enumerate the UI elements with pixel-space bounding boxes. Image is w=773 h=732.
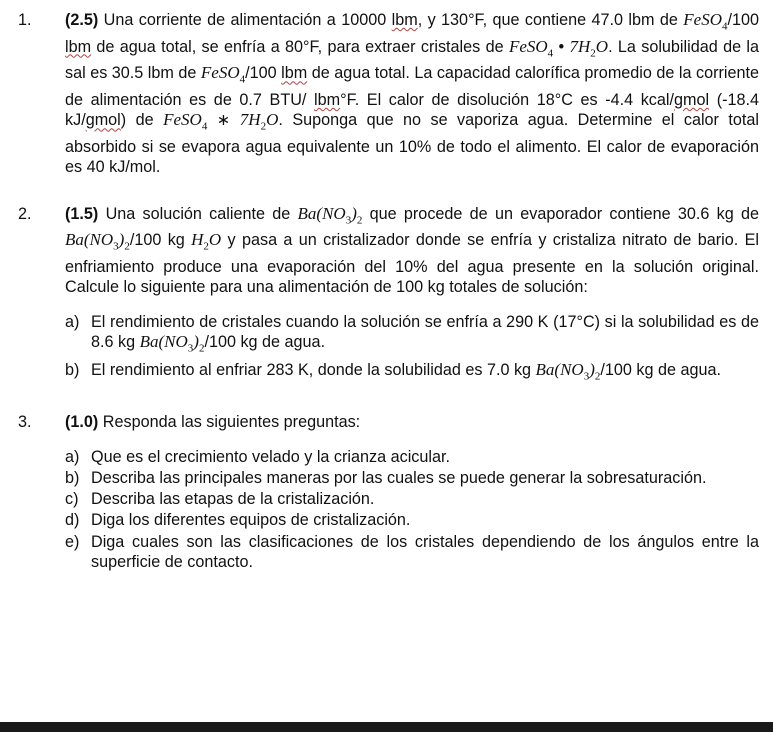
formula-subscript: 4 <box>239 73 246 86</box>
formula <box>200 63 246 86</box>
sub-question-letter: e) <box>65 532 80 551</box>
problem-number: 1. <box>18 11 32 29</box>
formula-subscript: 3 <box>583 369 590 382</box>
formula-part: ) <box>589 359 595 379</box>
text-fragment: Una corriente de alimentación a 10000 <box>98 11 392 29</box>
formula-part: 7H <box>239 110 261 130</box>
formula-subscript: 4 <box>547 47 554 60</box>
text-fragment: /100 kg de agua. <box>204 332 326 351</box>
text-fragment: . Suponga que no se vaporiza agua. Determine el calor total absorbido si se evapora agua equivalente un 10% de todo el alimento. El calor de evaporación es 40 kJ/mol. <box>65 111 759 177</box>
sub-question-letter: d) <box>65 511 80 530</box>
formula <box>65 230 130 253</box>
text-fragment: °F. El calor de disolución 18°C es -4.4 kcal/ <box>340 91 674 110</box>
formula-subscript: 3 <box>113 240 119 253</box>
formula-part: Ba(NO <box>139 331 188 351</box>
problem-number: 2. <box>18 204 32 223</box>
text-fragment: . La solubilidad de la sal es 30.5 lbm de <box>65 37 760 83</box>
formula <box>139 331 205 355</box>
problem-points: (1.0) <box>65 413 99 432</box>
formula-subscript: 2 <box>356 214 363 227</box>
text-fragment: /100 kg <box>129 231 192 250</box>
sub-question-text: Describa las principales maneras por las cuales se puede generar la sobresaturación. <box>91 468 707 487</box>
text-fragment: El rendimiento de cristales cuando la solución se enfría a 290 K (17°C) si la solubilidad es de 8.6 kg <box>91 312 759 351</box>
sub-question-text: Que es el crecimiento velado y la crianza acicular. <box>91 447 450 466</box>
formula <box>191 230 222 253</box>
formula-part: O <box>266 110 279 130</box>
sub-question-letter: a) <box>65 447 80 466</box>
formula-part: FeSO <box>200 63 240 83</box>
text-fragment: /100 kg de agua. <box>600 360 721 379</box>
sub-question-letter: a) <box>65 312 80 331</box>
formula-subscript: 2 <box>594 369 601 382</box>
sub-question-text: Describa las etapas de la cristalización. <box>91 490 375 509</box>
text-fragment: /100 <box>245 64 282 83</box>
sub-question-list <box>65 447 759 573</box>
text-fragment: y pasa a un cristalizador donde se enfría y cristaliza nitrato de bario. El enfriamiento produce una evaporación del 10% del agua presente en la solución original. Calcule lo siguiente para una alimentación de 100 kg totales de solución: <box>65 231 759 297</box>
sub-question <box>65 489 759 509</box>
formula-part: FeSO <box>683 10 722 29</box>
formula-part: ) <box>193 331 199 351</box>
formula-part: H <box>191 230 204 250</box>
formula-subscript: 2 <box>124 240 130 253</box>
sub-question <box>65 510 759 530</box>
formula-part: ) <box>351 203 357 223</box>
formula-part: Ba(NO <box>65 230 114 250</box>
sub-question-text: Diga cuales son las clasificaciones de los cristales dependiendo de los ángulos entre la superficie de contacto. <box>91 532 759 572</box>
formula-subscript: 2 <box>260 120 267 133</box>
formula <box>508 36 554 60</box>
problem-2 <box>18 204 759 387</box>
sub-question-list <box>65 312 759 387</box>
spellcheck-word: gmol <box>85 111 121 130</box>
problem-statement <box>65 204 759 298</box>
formula-part: Ba(NO <box>535 359 584 379</box>
text-fragment: de agua total. La capacidad calorífica promedio de la corriente de alimentación es de 0.7 BTU/ <box>65 64 759 110</box>
formula <box>535 359 601 382</box>
formula <box>239 110 279 133</box>
bottom-edge-bar <box>0 722 773 732</box>
formula-subscript: 4 <box>201 120 208 133</box>
sub-question <box>65 447 759 467</box>
text-fragment: • <box>553 37 570 56</box>
spellcheck-word: lbm <box>65 37 92 56</box>
spellcheck-word: lbm <box>391 11 418 29</box>
text-fragment: El rendimiento al enfriar 283 K, donde la solubilidad es 7.0 kg <box>91 360 536 379</box>
formula <box>163 110 208 133</box>
problem-statement <box>65 412 759 432</box>
text-fragment: ∗ <box>207 111 240 130</box>
sub-question-letter: b) <box>65 468 80 487</box>
sub-question <box>65 468 759 488</box>
formula <box>569 36 609 60</box>
text-fragment: ) de <box>120 111 164 130</box>
text-fragment: de agua total, se enfría a 80°F, para extraer cristales de <box>91 37 509 56</box>
sub-question <box>65 360 759 387</box>
formula-subscript: 4 <box>721 20 728 33</box>
text-fragment: /100 <box>727 11 759 29</box>
formula-part: O <box>208 230 222 250</box>
formula-part: FeSO <box>508 36 548 56</box>
formula-subscript: 2 <box>203 240 209 253</box>
text-fragment: , y 130°F, que contiene 47.0 lbm de <box>417 11 684 29</box>
spellcheck-word: lbm <box>314 91 341 110</box>
formula-part: ) <box>118 230 125 250</box>
problem-1 <box>18 10 759 178</box>
problem-statement <box>65 10 759 178</box>
sub-question-letter: c) <box>65 490 79 509</box>
sub-question <box>65 312 759 359</box>
formula-subscript: 3 <box>187 342 194 355</box>
spellcheck-word: gmol <box>674 91 710 110</box>
problem-3 <box>18 412 759 572</box>
formula-part: O <box>595 36 609 56</box>
formula-subscript: 3 <box>345 214 352 227</box>
problem-points: (1.5) <box>65 204 99 223</box>
formula <box>297 203 363 227</box>
text-fragment: Responda las siguientes preguntas: <box>98 413 361 432</box>
text-fragment: (-18.4 kJ/ <box>65 91 759 130</box>
text-fragment: que procede de un evaporador contiene 30.6 kg de <box>362 204 760 223</box>
formula-subscript: 2 <box>590 47 596 60</box>
formula <box>683 10 728 33</box>
text-fragment: Una solución caliente de <box>98 204 298 223</box>
sub-question <box>65 532 759 573</box>
formula-subscript: 2 <box>198 342 205 355</box>
sub-question-letter: b) <box>65 360 80 379</box>
formula-part: 7H <box>569 36 591 56</box>
formula-part: Ba(NO <box>297 203 346 223</box>
formula-part: FeSO <box>163 110 202 130</box>
spellcheck-word: lbm <box>281 64 308 83</box>
problem-points: (2.5) <box>65 11 99 29</box>
sub-question-text: Diga los diferentes equipos de cristalización. <box>91 511 411 530</box>
problem-number: 3. <box>18 413 32 432</box>
